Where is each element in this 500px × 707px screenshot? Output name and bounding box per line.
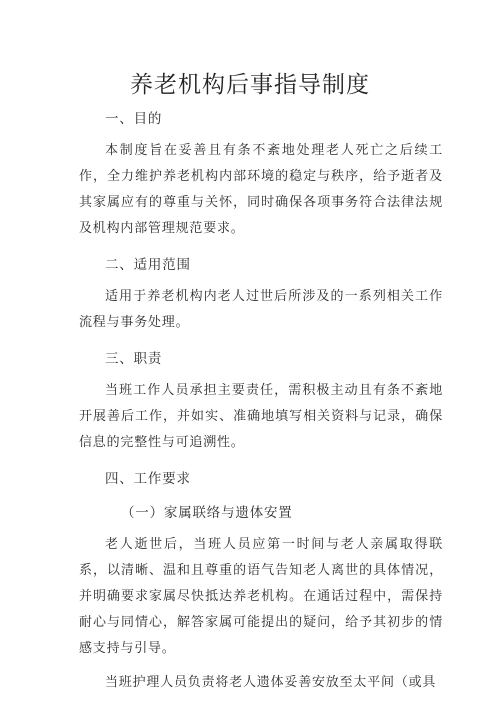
section-paragraph-duties: 当班工作人员承担主要责任，需积极主动且有条不紊地开展善后工作，并如实、准确地填写相关资料与记录，确保信息的完整性与可追溯性。	[79, 383, 443, 450]
section-heading-scope: 二、适用范围	[105, 257, 191, 273]
section-heading-duties: 三、职责	[105, 351, 163, 367]
section-heading-requirements: 四、工作要求	[105, 471, 191, 487]
subsection-paragraph-family-contact: 老人逝世后，当班人员应第一时间与老人亲属取得联系，以清晰、温和且尊重的语气告知老人离世的具体情况，并明确要求家属尽快抵达养老机构。在通话过程中，需保持耐心与同情心，解答家属可能提出的疑问，给予其初步的情感支持与引导。	[79, 537, 443, 656]
document-title: 养老机构后事指导制度	[130, 72, 370, 98]
subsection-paragraph-body-placement: 当班护理人员负责将老人遗体妥善安放至太平间（或具	[105, 675, 437, 690]
section-paragraph-scope: 适用于养老机构内老人过世后所涉及的一系列相关工作流程与事务处理。	[79, 289, 443, 330]
document-body	[79, 104, 443, 704]
section-paragraph-purpose: 本制度旨在妥善且有条不紊地处理老人死亡之后续工作，全力维护养老机构内部环境的稳定与秩序，给予逝者及其家属应有的尊重与关怀，同时确保各项事务符合法律法规及机构内部管理规范要求。	[79, 143, 443, 236]
subsection-heading-family-contact: （一）家属联络与遗体安置	[121, 505, 293, 521]
section-heading-purpose: 一、目的	[105, 111, 163, 127]
